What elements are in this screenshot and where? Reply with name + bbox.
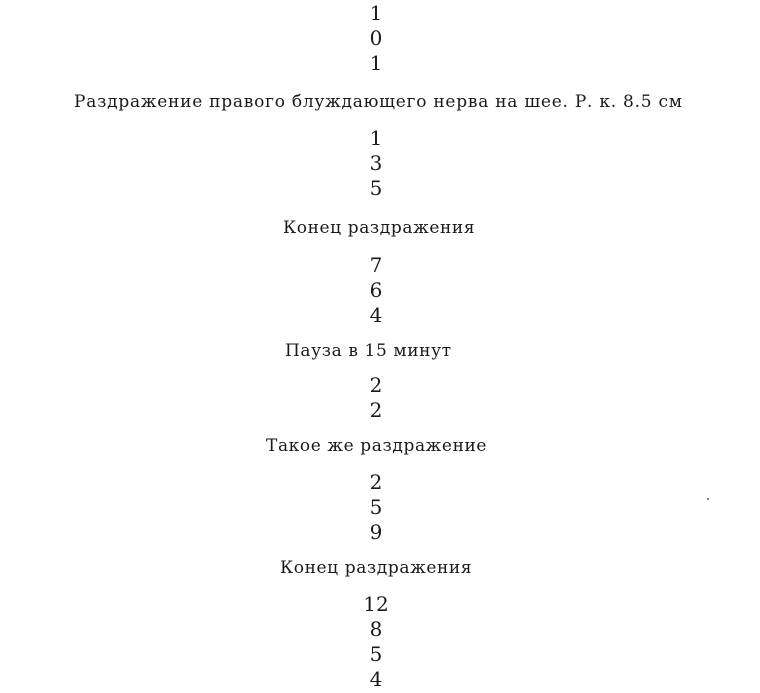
value: 4 (369, 303, 383, 327)
value: 3 (369, 151, 383, 175)
value: 1 (369, 1, 383, 25)
value: 12 (363, 592, 389, 616)
value: 1 (369, 126, 383, 150)
scan-speck (707, 498, 709, 500)
stimulation-heading: Раздражение правого блуждающего нерва на шее. Р. к. 8.5 см (74, 92, 683, 112)
end-stimulation-heading: Конец раздражения (280, 558, 473, 578)
value: 5 (369, 642, 383, 666)
value: 9 (369, 520, 383, 544)
pause-heading: Пауза в 15 минут (285, 341, 452, 361)
value: 2 (369, 398, 383, 422)
value: 0 (369, 26, 383, 50)
value: 4 (369, 667, 383, 691)
value: 6 (369, 278, 383, 302)
value: 8 (369, 617, 383, 641)
value: 7 (369, 253, 383, 277)
value: 5 (369, 495, 383, 519)
value: 1 (369, 51, 383, 75)
value: 2 (369, 373, 383, 397)
value: 2 (369, 470, 383, 494)
end-stimulation-heading: Конец раздражения (283, 218, 476, 238)
value: 5 (369, 176, 383, 200)
repeat-stimulation-heading: Такое же раздражение (266, 436, 488, 456)
